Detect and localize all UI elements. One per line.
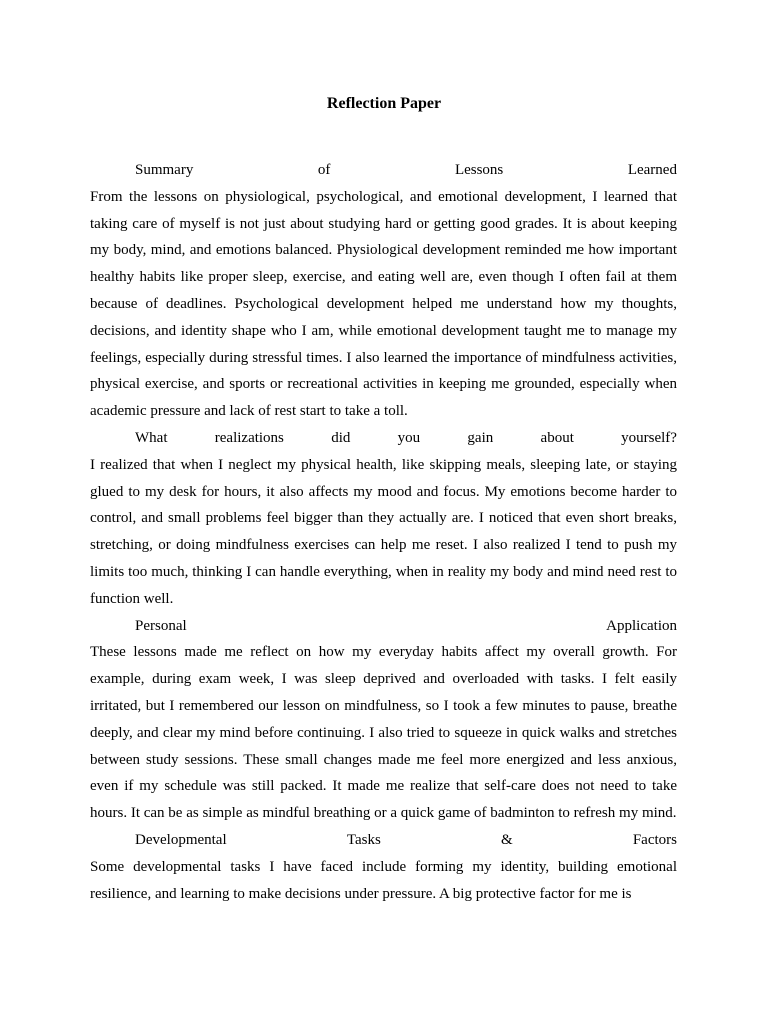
heading-word: & — [500, 831, 513, 848]
section-body-personal-application: These lessons made me reflect on how my everyday habits affect my overall growth. For example, during exam week, I was sleep deprived and overloaded with tasks. I felt easily irritated, but I remembered our lesson on mindfulness, so I took a few minutes to pause, breathe deeply, and clear my mind before continuing. I also tried to squeeze in quick walks and stretches between study sessions. These small changes made me feel more energized and less anxious, even if my schedule was still packed. It made me realize that self-care does not need to take hours. It can be as simple as mindful breathing or a quick game of badminton to refresh my mind. — [90, 644, 677, 822]
section-body-developmental-tasks: Some developmental tasks I have faced include forming my identity, building emotional resilience, and learning to make decisions under pressure. A big protective factor for me is — [90, 858, 677, 902]
document-body — [90, 157, 677, 907]
heading-word: gain — [467, 429, 494, 446]
section-body-realizations: I realized that when I neglect my physical health, like skipping meals, sleeping late, or staying glued to my desk for hours, it also affects my mood and focus. My emotions become harder to control, and small problems feel bigger than they actually are. I noticed that even short breaks, stretching, or doing mindfulness exercises can help me reset. I also realized I tend to push my limits too much, thinking I can handle everything, when in reality my body and mind need rest to function well. — [90, 456, 677, 607]
heading-word: you — [397, 429, 421, 446]
section-heading-developmental-tasks — [90, 827, 677, 854]
heading-word: yourself? — [621, 429, 677, 446]
heading-word: realizations — [214, 429, 284, 446]
heading-word: Summary — [135, 162, 194, 178]
document-title: Reflection Paper — [326, 95, 442, 112]
section-heading-summary — [90, 157, 677, 184]
heading-word: Lessons — [454, 162, 504, 178]
heading-word: What — [135, 429, 168, 446]
heading-word: about — [540, 429, 574, 446]
heading-word: Learned — [627, 162, 677, 178]
heading-word: Application — [606, 617, 677, 634]
heading-word: Tasks — [346, 831, 381, 848]
section-body-summary: From the lessons on physiological, psychological, and emotional development, I learned that taking care of myself is not just about studying hard or getting good grades. It is about keeping my body, mind, and emotions balanced. Physiological development reminded me how important healthy habits like proper sleep, exercise, and eating well are, even though I often fail at them because of deadlines. Psychological development helped me understand how my thoughts, decisions, and identity shape who I am, while emotional development taught me to manage my feelings, especially during stressful times. I also learned the importance of mindfulness activities, physical exercise, and sports or recreational activities in keeping me grounded, especially when academic pressure and lack of rest start to take a toll. — [90, 188, 677, 420]
heading-word: Factors — [632, 831, 677, 848]
heading-word: did — [331, 429, 351, 446]
heading-word: of — [317, 162, 331, 178]
heading-word: Developmental — [135, 831, 227, 848]
section-heading-realizations — [90, 425, 677, 452]
section-heading-personal-application — [90, 613, 677, 640]
heading-word: Personal — [135, 617, 187, 634]
